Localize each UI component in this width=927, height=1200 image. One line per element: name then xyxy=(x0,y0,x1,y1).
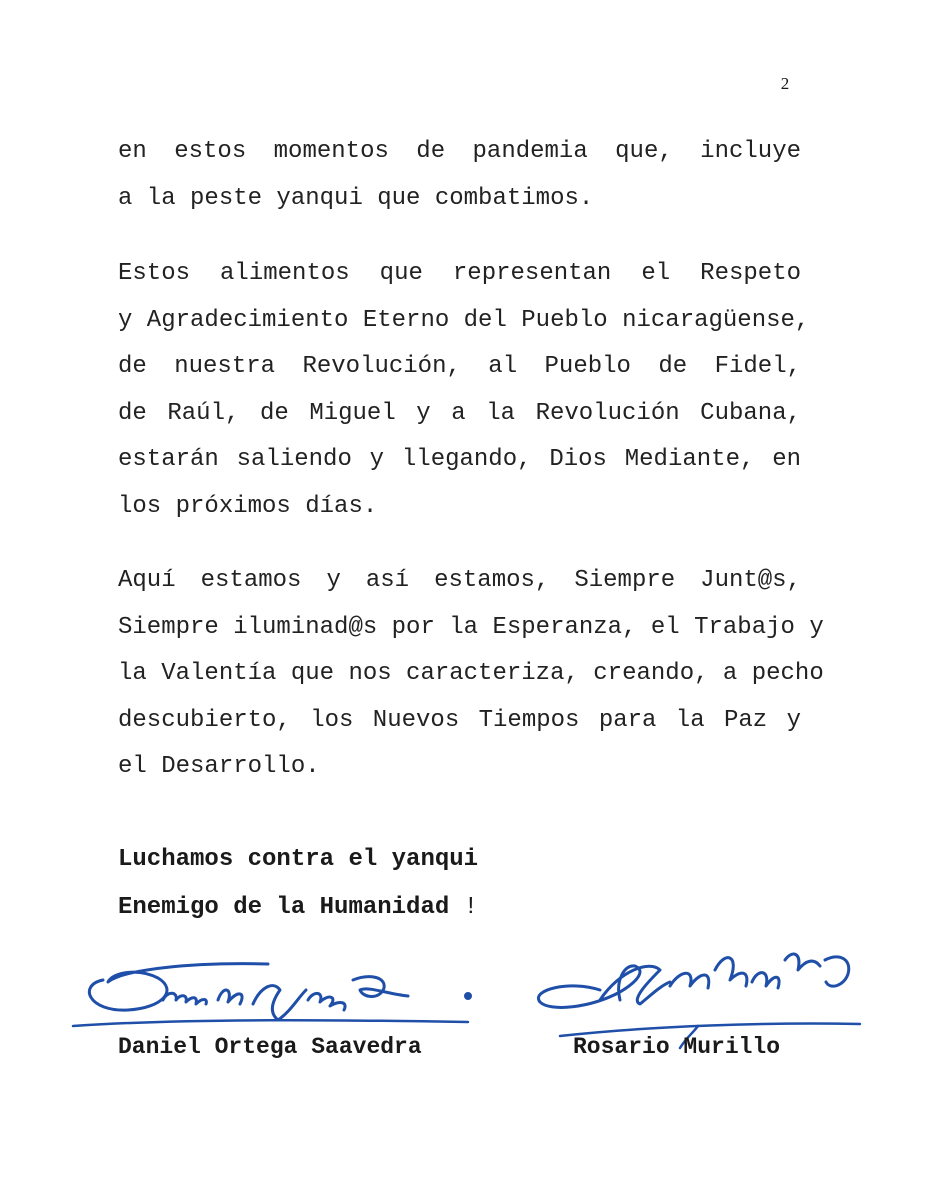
page-number: 2 xyxy=(780,74,790,93)
closing-line-2 xyxy=(118,884,478,932)
signature-daniel-ortega xyxy=(68,950,488,1040)
closing-slogan xyxy=(118,836,478,932)
paragraph-line: los próximos días. xyxy=(118,492,378,520)
closing-line-2-text: Enemigo de la Humanidad xyxy=(118,894,450,921)
closing-line-1: Luchamos contra el yanqui xyxy=(118,846,479,873)
paragraph-1 xyxy=(118,129,818,222)
paragraph-line: la Valentía que nos caracteriza, creando, a pecho xyxy=(118,660,824,687)
paragraph-line: Aquí estamos y así estamos, Siempre Junt@s, xyxy=(118,567,801,594)
signatory-name-1: Daniel Ortega Saavedra xyxy=(118,1034,422,1060)
signatory-name-2: Rosario Murillo xyxy=(573,1034,781,1060)
paragraph-line: estarán saliendo y llegando, Dios Mediante, en xyxy=(118,446,801,473)
paragraph-2 xyxy=(118,251,818,530)
paragraph-line: el Desarrollo. xyxy=(118,753,320,780)
paragraph-3 xyxy=(118,558,824,791)
paragraph-line: de Raúl, de Miguel y a la Revolución Cubana, xyxy=(118,399,801,427)
paragraph-line: en estos momentos de pandemia que, incluye xyxy=(118,138,801,165)
paragraph-line: y Agradecimiento Eterno del Pueblo nicaragüense, xyxy=(118,306,810,334)
paragraph-line: de nuestra Revolución, al Pueblo de Fidel, xyxy=(118,353,801,380)
paragraph-line: a la peste yanqui que combatimos. xyxy=(118,184,594,212)
paragraph-line: Estos alimentos que representan el Respeto xyxy=(118,260,801,287)
paragraph-line: Siempre iluminad@s por la Esperanza, el Trabajo y xyxy=(118,613,824,641)
exclamation-mark: ! xyxy=(449,894,479,921)
paragraph-line: descubierto, los Nuevos Tiempos para la Paz y xyxy=(118,706,801,734)
